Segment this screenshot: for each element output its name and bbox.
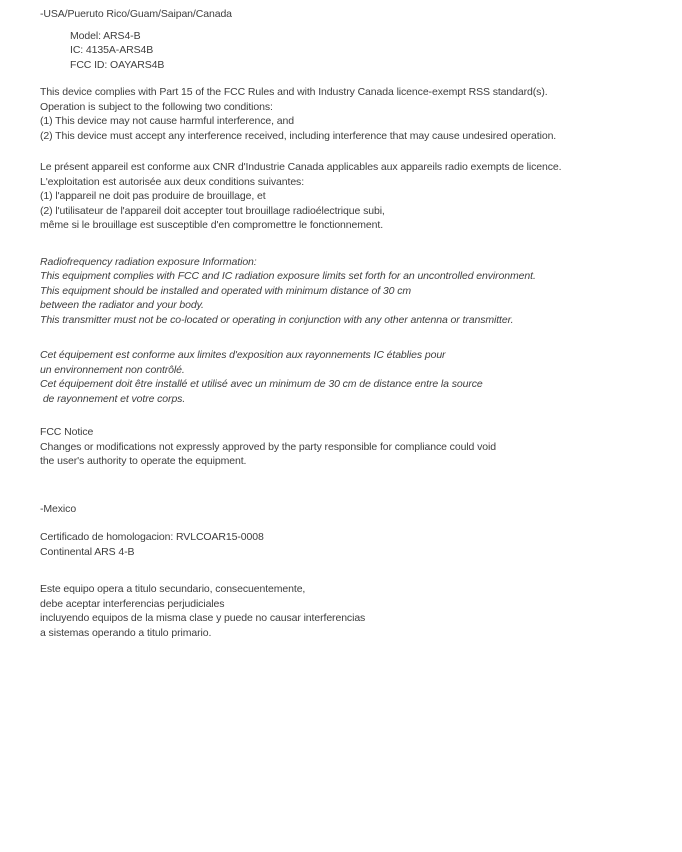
mexico-operation-statement	[40, 582, 672, 640]
text-line: the user's authority to operate the equipment.	[40, 455, 247, 467]
ic-compliance-paragraph-french	[40, 160, 672, 233]
text-line: a sistemas operando a titulo primario.	[40, 626, 212, 639]
region-header-text: -USA/Pueruto Rico/Guam/Saipan/Canada	[40, 8, 232, 20]
fcc-notice-paragraph	[40, 425, 672, 469]
text-line: (2) l'utilisateur de l'appareil doit accepter tout brouillage radioélectrique subi,	[40, 204, 385, 217]
device-id-block	[70, 29, 672, 73]
text-line: (1) This device may not cause harmful interference, and	[40, 115, 295, 127]
text-line: Radiofrequency radiation exposure Information:	[40, 255, 257, 268]
text-line: This equipment complies with FCC and IC radiation exposure limits set forth for an uncontrolled environment.	[40, 270, 536, 282]
text-line: Cet équipement doit être installé et utilisé avec un minimum de 30 cm de distance entre la source	[40, 378, 483, 390]
rf-exposure-paragraph-english	[40, 255, 672, 328]
fcc-notice-title: FCC Notice	[40, 426, 94, 438]
text-line: (2) This device must accept any interference received, including interference that may cause undesired operation.	[40, 129, 557, 142]
text-line: Operation is subject to the following two conditions:	[40, 100, 273, 113]
text-line: Cet équipement est conforme aux limites d'exposition aux rayonnements IC établies pour	[40, 349, 446, 361]
text-line: L'exploitation est autorisée aux deux conditions suivantes:	[40, 175, 305, 188]
text-line: Le présent appareil est conforme aux CNR d'Industrie Canada applicables aux appareils radio exempts de licence.	[40, 161, 562, 173]
text-line: même si le brouillage est susceptible d'en compromettre le fonctionnement.	[40, 219, 384, 231]
text-line: Changes or modifications not expressly approved by the party responsible for compliance could void	[40, 440, 496, 453]
text-line: This equipment should be installed and operated with minimum distance of 30 cm	[40, 284, 411, 297]
mexico-certificate-block	[40, 530, 672, 559]
product-name: Continental ARS 4-B	[40, 545, 135, 558]
region-header-usa-canada	[40, 7, 672, 22]
fcc-id: FCC ID: OAYARS4B	[70, 58, 165, 71]
certificate-number: Certificado de homologacion: RVLCOAR15-0008	[40, 531, 264, 543]
text-line: incluyendo equipos de la misma clase y puede no causar interferencias	[40, 612, 366, 624]
text-line: This device complies with Part 15 of the FCC Rules and with Industry Canada licence-exempt RSS standard(s).	[40, 86, 548, 98]
text-line: between the radiator and your body.	[40, 299, 204, 311]
model-number: Model: ARS4-B	[70, 29, 141, 42]
text-line: Este equipo opera a titulo secundario, consecuentemente,	[40, 583, 306, 595]
text-line: un environnement non contrôlé.	[40, 363, 185, 376]
text-line: (1) l'appareil ne doit pas produire de brouillage, et	[40, 190, 266, 202]
text-line: This transmitter must not be co-located or operating in conjunction with any other antenna or transmitter.	[40, 313, 514, 326]
text-line: debe aceptar interferencias perjudiciales	[40, 597, 225, 610]
ic-number: IC: 4135A-ARS4B	[70, 44, 154, 56]
region-header-text: -Mexico	[40, 502, 77, 515]
fcc-compliance-paragraph	[40, 85, 672, 143]
rf-exposure-paragraph-french	[40, 348, 672, 406]
text-line: de rayonnement et votre corps.	[40, 392, 186, 405]
region-header-mexico	[40, 502, 672, 517]
